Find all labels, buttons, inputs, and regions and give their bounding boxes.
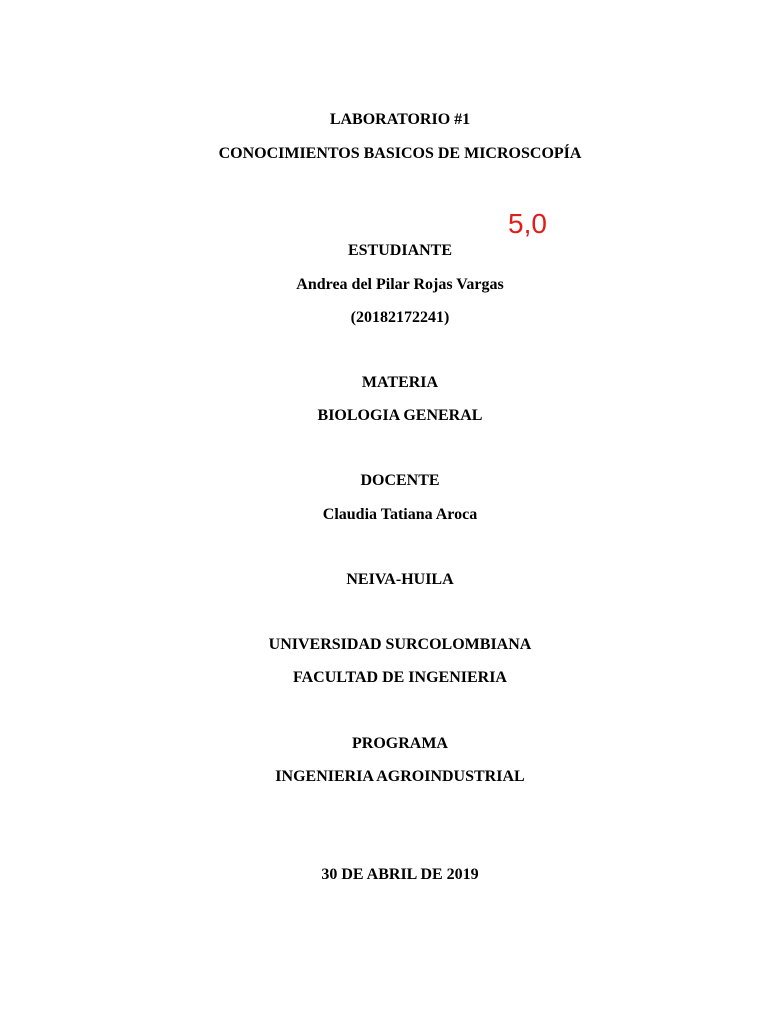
subject-title: CONOCIMIENTOS BASICOS DE MICROSCOPÍA — [218, 145, 582, 162]
student-id: (20182172241) — [350, 309, 450, 326]
faculty-name: FACULTAD DE INGENIERIA — [293, 669, 507, 686]
grade-mark: 5,0 — [508, 208, 547, 239]
lab-title: LABORATORIO #1 — [329, 111, 471, 128]
program-label: PROGRAMA — [352, 735, 448, 752]
course-name: BIOLOGIA GENERAL — [317, 407, 483, 424]
teacher-name: Claudia Tatiana Aroca — [322, 506, 478, 523]
course-label: MATERIA — [361, 374, 439, 391]
student-name: Andrea del Pilar Rojas Vargas — [296, 276, 504, 293]
teacher-label: DOCENTE — [360, 472, 440, 489]
document-date: 30 DE ABRIL DE 2019 — [321, 866, 479, 883]
university-name: UNIVERSIDAD SURCOLOMBIANA — [268, 636, 532, 653]
location: NEIVA-HUILA — [346, 571, 454, 588]
program-name: INGENIERIA AGROINDUSTRIAL — [275, 768, 525, 785]
student-label: ESTUDIANTE — [347, 242, 453, 259]
